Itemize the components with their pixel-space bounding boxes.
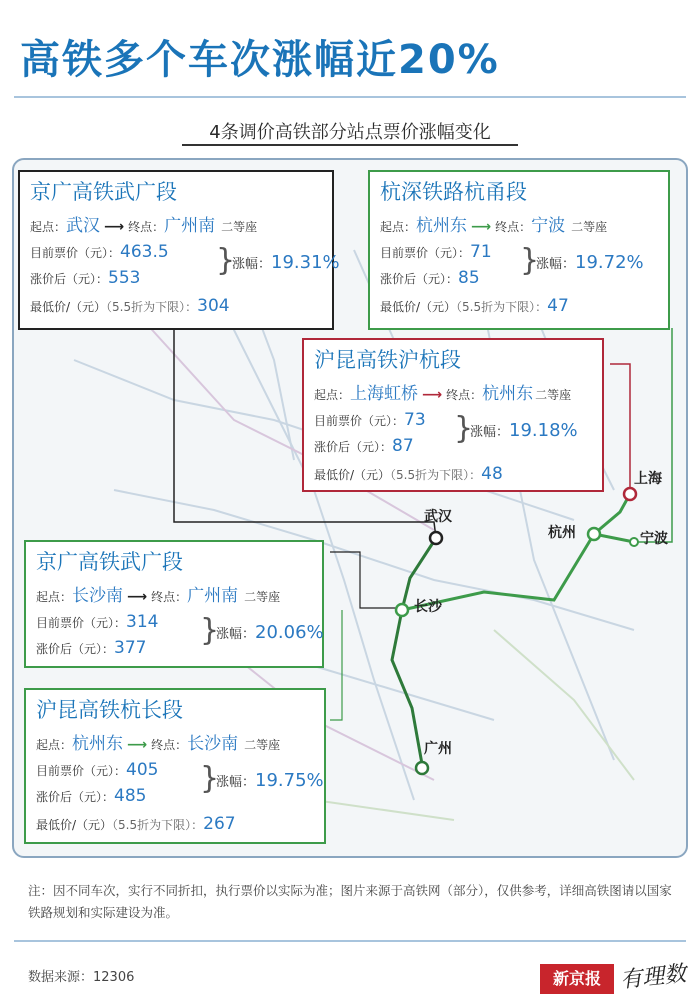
shanghai-marker [624, 488, 636, 500]
route-arrow-icon: ⟶ [422, 387, 443, 404]
brace-icon: } [520, 243, 540, 279]
city-label-shanghai: 上海 [634, 471, 662, 487]
fare-card-hangchang [24, 688, 326, 844]
subtitle: 4条调价高铁部分站点票价涨幅变化 [209, 122, 491, 143]
lowest-row: 最低价/（元）（5.5折为下限）：48 [314, 464, 503, 485]
destination-station: 宁波 [531, 216, 566, 237]
logo-box: 新京报 [540, 964, 614, 994]
brace-icon: } [200, 761, 220, 797]
current-price: 405 [126, 760, 159, 781]
rise-percent: 19.31% [271, 252, 340, 274]
rise-percent: 19.75% [255, 770, 324, 792]
lowest-price: 47 [547, 296, 569, 317]
price-pair: 目前票价（元）：314 涨价后（元）：377 } 涨幅：20.06% [36, 612, 324, 659]
route-row: 起点：长沙南 ⟶ 终点：广州南 二等座 [36, 586, 281, 607]
lowest-price: 304 [197, 296, 230, 317]
price-pair: 目前票价（元）：405 涨价后（元）：485 } 涨幅：19.75% [36, 760, 324, 807]
fare-card-wuguang-wuhan [18, 170, 340, 330]
logo-handwriting: 有理数 [619, 961, 688, 994]
lowest-price: 267 [203, 814, 236, 835]
guangzhou-marker [416, 762, 428, 774]
current-price: 314 [126, 612, 159, 633]
current-price: 463.5 [120, 242, 169, 263]
city-label-wuhan: 武汉 [424, 509, 452, 525]
rise-block: 涨幅：19.75% [216, 770, 324, 792]
route-arrow-icon: ⟶ [471, 219, 492, 236]
after-price: 553 [108, 268, 141, 289]
fare-card-wuguang-changsha [24, 540, 324, 668]
fare-card-hangyong [368, 170, 670, 330]
lowest-price: 48 [481, 464, 503, 485]
route-row: 起点：杭州东 ⟶ 终点：长沙南 二等座 [36, 734, 281, 755]
current-price: 71 [470, 242, 492, 263]
route-row: 起点：上海虹桥 ⟶ 终点：杭州东 二等座 [314, 384, 572, 405]
changsha-marker [396, 604, 408, 616]
price-pair: 目前票价（元）：71 涨价后（元）：85 } 涨幅：19.72% [380, 242, 644, 289]
rise-percent: 19.72% [575, 252, 644, 274]
city-label-hangzhou: 杭州 [548, 525, 576, 541]
current-price: 73 [404, 410, 426, 431]
lowest-row: 最低价/（元）（5.5折为下限）：267 [36, 814, 236, 835]
origin-station: 长沙南 [72, 586, 124, 607]
footnote: 注：因不同车次，实行不同折扣，执行票价以实际为准；图片来源于高铁网（部分），仅供参考，详细高铁图请以国家铁路规划和实际建设为准。 [28, 883, 672, 920]
publisher-logo [540, 958, 690, 998]
route-row: 起点：杭州东 ⟶ 终点：宁波 二等座 [380, 216, 608, 237]
rise-percent: 20.06% [255, 622, 324, 644]
origin-station: 杭州东 [72, 734, 124, 755]
route-arrow-icon: ⟶ [127, 737, 148, 754]
ningbo-marker [630, 538, 638, 546]
wuhan-marker [430, 532, 442, 544]
route-arrow-icon: ⟶ [127, 589, 148, 606]
after-price: 85 [458, 268, 480, 289]
after-price: 87 [392, 436, 414, 457]
destination-station: 广州南 [164, 216, 216, 237]
top-divider [14, 96, 686, 98]
city-label-guangzhou: 广州 [424, 741, 452, 757]
rise-block: 涨幅：20.06% [216, 622, 324, 644]
destination-station: 广州南 [187, 586, 239, 607]
card-title: 沪昆高铁杭长段 [36, 698, 183, 722]
card-title: 京广高铁武广段 [30, 180, 177, 204]
brace-icon: } [454, 411, 474, 447]
origin-station: 上海虹桥 [350, 384, 419, 405]
brace-icon: } [216, 243, 236, 279]
fare-card-huhang [302, 338, 604, 492]
card-title: 沪昆高铁沪杭段 [314, 348, 461, 372]
data-source: 数据来源：12306 [28, 970, 135, 985]
subtitle-underline [182, 144, 518, 146]
origin-station: 武汉 [66, 216, 101, 237]
card-title: 京广高铁武广段 [36, 550, 183, 574]
route-arrow-icon: ⟶ [104, 219, 125, 236]
destination-station: 长沙南 [187, 734, 239, 755]
card-title: 杭深铁路杭甬段 [380, 180, 527, 204]
page-title: 高铁多个车次涨幅近20% [20, 37, 500, 83]
rise-percent: 19.18% [509, 420, 578, 442]
destination-station: 杭州东 [482, 384, 534, 405]
price-pair: 目前票价（元）：73 涨价后（元）：87 } 涨幅：19.18% [314, 410, 578, 457]
after-price: 377 [114, 638, 147, 659]
hangzhou-marker [588, 528, 600, 540]
origin-station: 杭州东 [416, 216, 468, 237]
lowest-row: 最低价/（元）（5.5折为下限）：304 [30, 296, 230, 317]
rise-block: 涨幅：19.18% [470, 420, 578, 442]
after-price: 485 [114, 786, 147, 807]
lowest-row: 最低价/（元）（5.5折为下限）：47 [380, 296, 569, 317]
rise-block: 涨幅：19.31% [232, 252, 340, 274]
brace-icon: } [200, 613, 220, 649]
price-pair: 目前票价（元）：463.5 涨价后（元）：553 } 涨幅：19.31% [30, 242, 340, 289]
city-label-changsha: 长沙 [414, 599, 442, 615]
rise-block: 涨幅：19.72% [536, 252, 644, 274]
route-row: 起点：武汉 ⟶ 终点：广州南 二等座 [30, 216, 258, 237]
bottom-divider [14, 940, 686, 942]
city-label-ningbo: 宁波 [640, 531, 668, 547]
